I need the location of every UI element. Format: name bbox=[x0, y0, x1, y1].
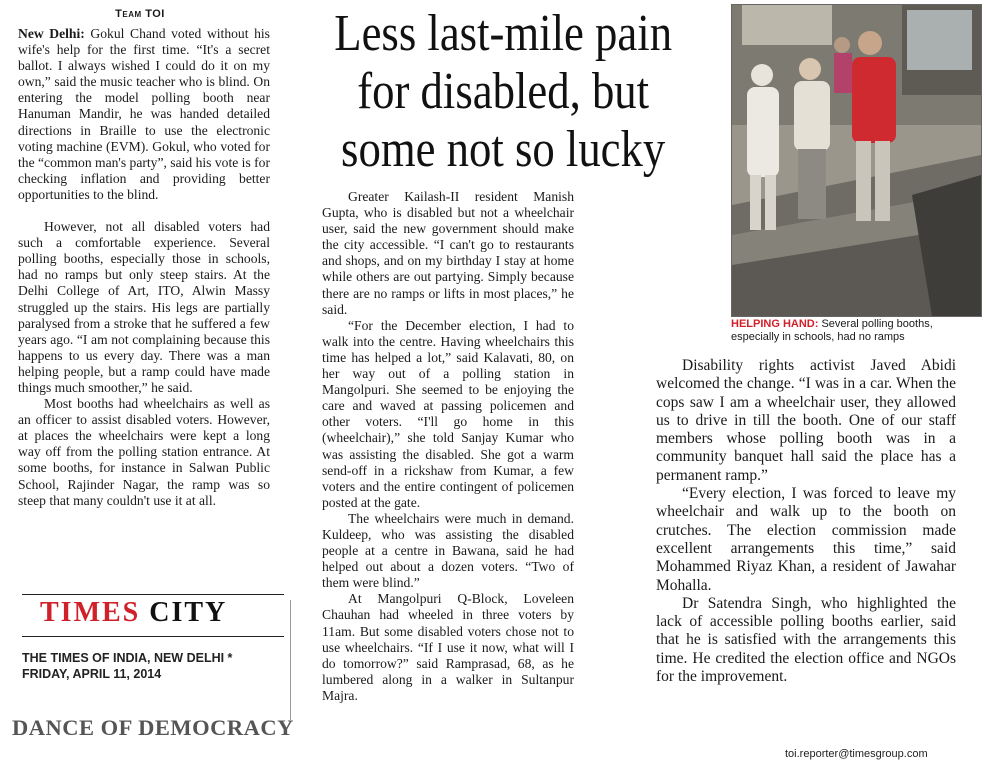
divider bbox=[22, 636, 284, 637]
headline-line-1: Less last-mile pain bbox=[334, 5, 673, 62]
series-title: DANCE OF DEMOCRACY bbox=[12, 715, 294, 740]
caption-text: Several polling booths, especially in schools, had no ramps bbox=[731, 318, 933, 343]
publication-info bbox=[22, 650, 292, 682]
headline-line-2: for disabled, but bbox=[357, 63, 650, 120]
column-divider bbox=[290, 600, 291, 720]
paragraph-text: Gokul Chand voted without his wife's help for the first time. “It's a secret ballot. I always wished I could do it on my own,” said the music teacher who is blind. On entering the model polling booth near Hanuman Mandir, he was handed detailed directions in Braille to use the electronic voting machine (EVM). Gokul, who voted for the “common man's party”, said his vote is for checking inflation and providing better opportunities to the blind. bbox=[18, 26, 270, 202]
byline: Team TOI bbox=[115, 8, 165, 20]
paragraph bbox=[18, 26, 270, 203]
article-column-1 bbox=[18, 26, 270, 606]
dateline: New Delhi: bbox=[18, 26, 85, 41]
photo-illustration bbox=[732, 5, 981, 316]
paragraph: “For the December election, I had to walk into the centre. Having wheelchairs this time has helped a lot,” said Kalavati, 80, on her way out of a polling station in Mangolpuri. She seemed to be enjoying the care and waved at passing policemen and other voters. “I'll go home in this (wheelchair),” she told Sanjay Kumar who was assisting the disabled. She got a warm send-off in a rickshaw from Kumar, a few voters and the entire contingent of policemen posted at the gate. bbox=[322, 317, 574, 510]
headline bbox=[283, 5, 723, 179]
photo-caption bbox=[731, 318, 983, 344]
section-city: CITY bbox=[149, 597, 228, 628]
news-photo bbox=[731, 4, 982, 317]
reporter-email: toi.reporter@timesgroup.com bbox=[785, 748, 928, 760]
paragraph: At Mangolpuri Q-Block, Loveleen Chauhan had wheeled in three voters by 11am. But some disabled voters chose not to use wheelchairs. “If I use it now, what will I do tomorrow?” said Ramprasad, 68, as he lumbered along in a walker in Sultanpur Majra. bbox=[322, 591, 574, 703]
paragraph: Dr Satendra Singh, who highlighted the lack of accessible polling booths earlier, said that he is satisfied with the arrangements this time. He credited the election office and NGOs for the improvement. bbox=[656, 594, 956, 686]
headline-line-3: some not so lucky bbox=[341, 121, 666, 178]
divider bbox=[22, 594, 284, 595]
paragraph: The wheelchairs were much in demand. Kuldeep, who was assisting the disabled people at a centre in Bawana, said he had helped out about a dozen voters. “Two of them were blind.” bbox=[322, 510, 574, 591]
paragraph: Most booths had wheelchairs as well as an officer to assist disabled voters. However, at places the wheelchairs were kept a long way off from the polling station entrance. At some booths, for instance in Salwan Public School, Rajinder Nagar, the ramp was so steep that many couldn't use it at all. bbox=[18, 396, 270, 508]
paragraph: “Every election, I was forced to leave my wheelchair and walk up to the booth on crutches. The election commission made excellent arrangements this time,” said Mohammed Riyaz Khan, a resident of Jawahar Mohalla. bbox=[656, 485, 956, 594]
article-column-3 bbox=[656, 357, 956, 757]
paragraph: Disability rights activist Javed Abidi welcomed the change. “I was in a car. When the cops saw I am a wheelchair user, they allowed us to drive in till the booth. One of our staff members whose polling booth was in a community banquet hall said the place has a permanent ramp.” bbox=[656, 357, 956, 484]
paragraph: However, not all disabled voters had such a comfortable experience. Several polling booths, especially those in schools, had no ramps but only steep stairs. At the Delhi College of Art, ITO, Alwin Massy struggled up the stairs. His legs are partially paralysed from a stroke that he suffered a few years ago. “I am not complaining because this happens to us every day. There was a man helping people, but a ramp could have made things much smoother,” he said. bbox=[18, 219, 270, 395]
section-logo bbox=[40, 597, 227, 629]
article-column-2 bbox=[322, 189, 574, 749]
publication-name: THE TIMES OF INDIA, NEW DELHI * bbox=[22, 651, 233, 665]
caption-lead: HELPING HAND: bbox=[731, 318, 819, 330]
section-times: TIMES bbox=[40, 597, 141, 628]
publication-date: FRIDAY, APRIL 11, 2014 bbox=[22, 667, 162, 681]
paragraph: Greater Kailash-II resident Manish Gupta, who is disabled but not a wheelchair user, said the new government should make the city accessible. “I can't go to restaurants and shops, and on my birthday I stay at home while others are out partying. Simply because there are no ramps or lifts in most places,” he said. bbox=[322, 189, 574, 317]
